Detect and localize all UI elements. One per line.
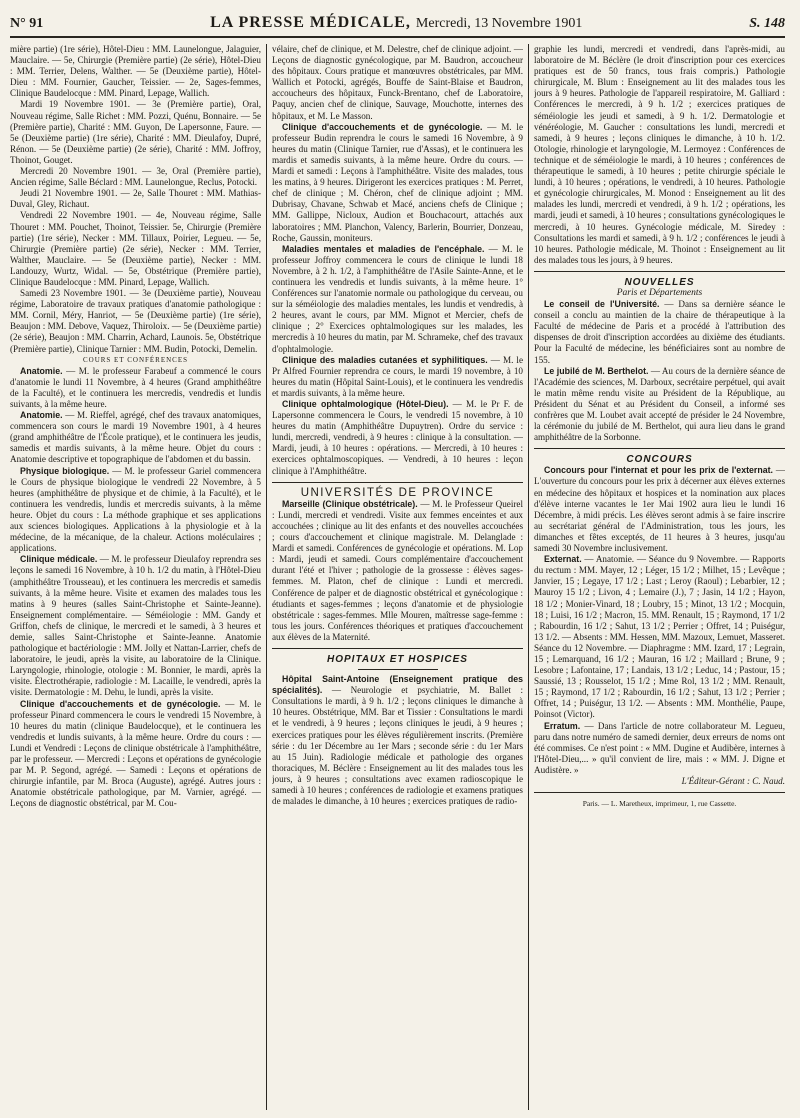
journal-title xyxy=(210,14,582,32)
page-header xyxy=(10,6,785,38)
column-rule xyxy=(266,44,267,1110)
paragraph-text: graphie les lundi, mercredi et vendredi, dans l'après-midi, au laboratoire de M. Béclère (le droit d'inscription pour ces exercices pratiques est de 50 francs, tous frais compris.) Pathologie chirurgicale, M. Blum : Enseignement au lit des malades tous les jours à 9 heures. Pathologie de l'appareil respiratoire, M. Galliard : Conférences le mercredi, à 9 h. 1/2 ; exercices pratiques de séméiologie les jeudi et samedi, à 9 h. 1/2. Dermatologie et vénéréologie, M. Gaucher : consultations les lundi, mercredi et samedi, à 9 heures ; leçons cliniques le dimanche, à 10 h. 1/2. Otologie, rhinologie et laryngologie, M. Lermoyez : Conférences de technique et de séméiologie le mardi, à 10 heures ; conférences de thérapeutique le samedi, à 10 heures ; petite chirurgie spéciale le lundi, à 10 heures ; opérations, le vendredi, à 10 heures. Pathologie et gynécologie chirurgicales, M. Monod : Enseignement au lit des malades les lundi, mercredi et vendredi, à 9 h. 1/2 ; opérations, les mardi, jeudi et samedi, à 10 heures ; consultations gynécologiques le mercredi, à 10 heures. Gynécologie médicale, M. Siredey : Consultations les mardi et samedi, à 9 h. 1/2 ; conférences le jeudi à 10 heures. Pathologie médicale, M. Thoinot : Enseignement au lit des malades tous les jours, à 9 heures. xyxy=(534,44,785,265)
paragraph-text: — Dans l'article de notre collaborateur M. Legueu, paru dans notre numéro de samedi dernier, deux erreurs de noms ont été commises. Ce n'est point : « MM. Dugine et Audibère, internes à l'Hôtel-Dieu,... » qu'il convient de lire, mais : « MM. J. Digne et Audistère. » xyxy=(534,720,785,775)
paragraph xyxy=(272,355,523,399)
paragraph xyxy=(272,399,523,477)
section-rule xyxy=(534,448,785,449)
paragraph: Vendredi 22 Novembre 1901. — 4e, Nouveau régime, Salle Thouret : MM. Pouchet, Thoinot, Teissier. 5e, Chirurgie (Première partie) (1re série), Necker : MM. Tillaux, Poirier, Legueu. — 5e, Chirurgie (Première partie) (2e série), Necker : MM. Terrier, Walther, Mauclaire. — 5e (Deuxième partie), Necker : MM. Landouzy, Wurtz, Widal. — 5e, Obstétrique (Première partie), Clinique Baudelocque : MM. Pinard, Lepage, Wallich. xyxy=(10,210,261,287)
paragraph-text: — M. le professeur Budin reprendra le cours le samedi 16 Novembre, à 9 heures du matin (Clinique Tarnier, rue d'Assas), et le continuera les mardis et samedis suivants, à la même heure. Ordre du cours. — Mardi et samedi : Leçons à l'amphithéâtre. Visite des malades, tous les matins, à 9 heures. Dirigeront les exercices pratiques : M. Perret, chef de clinique ; M. Chéron, chef de clinique adjoint ; MM. Dubrisay, Chavane, Schwab et Macé, anciens chefs de Clinique ; MM. Gallippe, Nicloux, Audion et Bouchacourt, attachés aux laboratoires ; MM. Planchon, Valency, Barlerin, Bourrier, Donzeau, Roche, Gaussin, moniteurs. xyxy=(272,121,523,243)
paragraph-lead: Clinique d'accouchements et de gynécologie. xyxy=(20,698,221,709)
section-rule xyxy=(358,669,438,670)
paragraph xyxy=(10,366,261,410)
paragraph-lead: Le conseil de l'Université. xyxy=(544,299,660,310)
paragraph-lead: Hôpital Saint-Antoine (Enseignement pratique des spécialités). xyxy=(272,674,523,696)
paragraph-lead: Clinique des maladies cutanées et syphilitiques. xyxy=(282,354,488,365)
paragraph-lead: Physique biologique. xyxy=(20,465,110,476)
paragraph-text: — M. le professeur Gariel commencera le Cours de physique biologique le vendredi 22 Novembre, à 5 heures (amphithéâtre de physique et de chimie, à la Faculté), et le continuera les vendredis, lundis et mercredis suivants, à la même heure. Objet du cours : La méthode graphique et ses applications aux sciences biologiques. Applications à la physiologie et à la médecine, de la mécanique, de la chaleur. Actions moléculaires ; applications. xyxy=(10,465,261,554)
paragraph-text: — M. le Pr F. de Lapersonne commencera le Cours, le vendredi 15 novembre, à 10 heures du matin (Amphithéâtre Dupuytren). Ordre du service : lundi, mercredi, vendredi, à 9 heures : clinique à la consultation. — Mardi, jeudi, à 10 heures : opérations. — Mercredi, à 10 heures : exercices ophtalmoscopiques. — Vendredi, à 10 heures : leçon clinique à l'Amphithéâtre. xyxy=(272,399,523,476)
issue-date: Mercredi, 13 Novembre 1901 xyxy=(415,16,583,31)
paragraph-text: vélaire, chef de clinique, et M. Delestre, chef de clinique adjoint. — Leçons de diagnostic gynécologique, par M. Baudron, accoucheur des hôpitaux. Cours pratique et manœuvres obstétricales, par MM. Wallich et Potocki, agrégés, Bouffe de Saint-Blaise et Baudron, accoucheurs des hôpitaux, Funck-Brentano, chef de Laboratoire, Paquy, ancien chef de clinique, Sauvage, Mouchotte, internes des hôpitaux, et M. Le Masson. xyxy=(272,44,523,121)
paragraph-text: — Neurologie et psychiatrie, M. Ballet : Consultations le mardi, à 9 h. 1/2 ; leçons cliniques le dimanche à 10 heures. Obstétrique, MM. Bar et Tissier : Consultations le mardi et le vendredi, à 9 heures ; leçons cliniques le jeudi, à 9 heures ; exercices pratiques pour les élèves régulièrement inscrits. (Première série : du 1er Décembre au 1er Mars ; seconde série : du 1er Mars au 15 Juin). Radiologie médicale et pathologie des organes thoraciques, M. Béclère : Enseignement au lit des malades tous les jours, à 9 heures ; consultations avec examen radioscopique le samedi à 10 heures ; conférences de radiologie et examens pratiques de malades le dimanche, à 10 heures ; exercices pratiques de radio- xyxy=(272,685,523,807)
journal-name: LA PRESSE MÉDICALE, xyxy=(210,14,411,31)
issue-number: N° 91 xyxy=(10,16,44,31)
section-subheading: Paris et Départements xyxy=(616,287,703,298)
paragraph xyxy=(10,410,261,465)
paragraph xyxy=(272,122,523,244)
section-rule xyxy=(272,482,523,483)
paragraph-text: — L'ouverture du concours pour les prix à décerner aux élèves externes en médecine des hôpitaux et hospices et la nomination aux places d'élève interne vacantes le 1er Mai 1902 aura lieu le lundi 16 Décembre, à midi précis. Les élèves seront admis à se faire inscrire au secrétariat général de l'Administration, tous les jours, les dimanches et fêtes exceptés, de 11 heures à 3 heures, jusqu'au samedi 30 Novembre inclusivement. xyxy=(534,465,785,554)
paragraph xyxy=(534,366,785,444)
column-rule xyxy=(528,44,529,1110)
paragraph-lead: Clinique médicale. xyxy=(20,554,98,565)
paragraph: Samedi 23 Novembre 1901. — 3e (Deuxième partie), Nouveau régime, Laboratoire de travaux pratiques d'anatomie pathologique : MM. Cornil, Méry, Hanriot, — 5e (Deuxième partie) (1re série), Beaujon : MM. Debove, Vaquez, Thiroloix. — 5e (Deuxième partie) (2e série), Beaujon : MM. Charrin, Achard, Launois. 5e, Obstétrique (Première partie), Clinique Tarnier : MM. Budin, Potocki, Demelin. xyxy=(10,288,261,354)
paragraph xyxy=(272,674,523,807)
paragraph-text: — M. le Pr Alfred Fournier reprendra ce cours, le mardi 19 novembre, à 10 heures du matin (Hôpital Saint-Louis), et le continuera les vendredis et mardis suivants, à la même heure. xyxy=(272,354,523,398)
paragraph-lead: Marseille (Clinique obstétricale). xyxy=(282,498,418,509)
column-2 xyxy=(272,44,523,1110)
section-rule xyxy=(272,648,523,649)
paragraph-text: — Anatomie. — Séance du 9 Novembre. — Rapports du rectum : MM. Mayer, 12 ; Léger, 15 1/2 ; Milhet, 15 ; Levêque ; Janvier, 15 ; Legaye, 17 1/2 ; Last ; Leroy (Raoul) ; Lebarbier, 12 ; Mauroy 15 1/2 ; Livon, 4 ; Lemaire (J.), 7 ; Jasin, 14 1/2 ; Hayon, 18 1/2 ; Monier-Vinard, 18 ; Loubry, 15 ; Minot, 13 1/2 ; Mocquin, 18 ; Luisi, 16 1/2 ; Macron, 15. MM. Renault, 15 ; Raymond, 17 1/2 ; Rabourdin, 16 1/2 ; Sahut, 13 1/2 ; Perrier ; Offret, 14 ; Puiségur, 13 1/2. — Absents : MM. Hessen, MM. Mazoux, Lemuet, Masseret. Séance du 12 Novembre. — Diaphragme : MM. Izard, 17 ; Legrain, 15 ; Lemarquand, 16 1/2 ; Mauran, 16 1/2 ; Maillard ; Brune, 9 ; Lesobre ; Lafontaine, 17 ; Landais, 13 1/2 ; Leduc, 14 ; Pastour, 15 ; Saussié, 13 ; Rousselot, 15 1/2 ; Mme Rol, 13 1/2 ; MM. Renault, 15 ; Raymond, 17 1/2 ; Rabourdin, 16 1/2 ; Sahut, 13 1/2 ; Perrier ; Offret, 14 ; Puiségur, 13 1/2. — Absents : MM. Monthélie, Paupe, Poinsot (Victor). xyxy=(534,554,785,720)
paragraph xyxy=(534,465,785,554)
paragraph-text: — M. le professeur Joffroy commencera le cours de clinique le lundi 18 Novembre, à 2 h. 1/2, à l'amphithéâtre de l'Asile Sainte-Anne, et le continuera les vendredis et lundis suivants, à la même heure. 1° Conférences sur l'anatomie normale ou pathologique du cerveau, ou sur la séméiologie des maladies mentales, les lundis et vendredis, à 2 heures, avant le cours, par MM. Mignot et Mercier, chefs de clinique ; 2° Exercices ophtalmologiques sur les malades, les mercredis à 10 heures du matin, par M. Schrameke, chef des travaux d'ophtalmologie. xyxy=(272,243,523,354)
column-3 xyxy=(534,44,785,1110)
section-rule xyxy=(534,271,785,272)
paragraph-text: — Dans sa dernière séance le conseil a conclu au maintien de la chaire de thérapeutique à la Faculté de médecine de Paris et a procédé à l'attribution des dispenses de droit d'inscription accordées au dixième des étudiants. Pour la Faculté de médecine, les bénéficiaires sont au nombre de 155. xyxy=(534,299,785,365)
paragraph-lead: Le jubilé de M. Berthelot. xyxy=(544,365,649,376)
paragraph-text: — M. le professeur Dieulafoy reprendra ses leçons le samedi 16 Novembre, à 10 h. 1/2 du matin, à l'Hôtel-Dieu (amphithéâtre Trousseau), et les continuera les mercredis et samedis suivants, à la même heure. Visite et examen des malades tous les matins à 9 heures (salles Saint-Christophe et Sainte-Jeanne). Enseignement complémentaire. — Séméiologie : MM. Gandy et Griffon, chefs de clinique, le mercredi et le samedi, à 3 heures et demie, salles Saint-Christophe et Sainte-Jeanne. Anatomie pathologique et bactériologie : MM. Jolly et Nattan-Larrier, chefs de laboratoire, le jeudi, après la visite, au laboratoire de la Clinique. Laryngologie, rhinologie, otologie : M. Bonnier, le mardi, après la visite. Électrothérapie, radiologie : M. Lacaille, le vendredi, après la visite. Dermatologie : M. Dehu, le lundi, après la visite. xyxy=(10,554,261,698)
paragraph xyxy=(534,299,785,366)
paragraph xyxy=(272,244,523,355)
paragraph-lead: Externat. xyxy=(544,554,582,565)
paragraph xyxy=(534,554,785,720)
paragraph-text: — M. Rieffel, agrégé, chef des travaux anatomiques, commencera son cours le mardi 19 Novembre 1901, à 4 heures (grand amphithéâtre de l'École pratique), et le continuera les jeudis, samedis et mardis suivants, à la même heure. Objet du cours : Anatomie descriptive et topographique de l'abdomen et du bassin. xyxy=(10,410,261,465)
printer-line: Paris. — L. Maretheux, imprimeur, 1, rue Cassette. xyxy=(582,799,737,809)
columns xyxy=(10,44,785,1110)
paragraph xyxy=(534,721,785,776)
paragraph-lead: Erratum. xyxy=(544,720,581,731)
paragraph-lead: Clinique d'accouchements et de gynécologie. xyxy=(282,121,483,132)
paragraph-lead: Maladies mentales et maladies de l'encéphale. xyxy=(282,243,485,254)
paragraph: Mercredi 20 Novembre 1901. — 3e, Oral (Première partie), Ancien régime, Salle Béclard : MM. Launelongue, Reclus, Potocki. xyxy=(10,166,261,188)
paragraph-lead: Clinique ophtalmologique (Hôtel-Dieu). xyxy=(282,399,449,409)
paragraph: Jeudi 21 Novembre 1901. — 2e, Salle Thouret : MM. Mathias-Duval, Gley, Richaut. xyxy=(10,188,261,210)
paragraph-lead: Concours pour l'internat et pour les prix de l'externat. xyxy=(544,465,773,476)
section-heading-universites: UNIVERSITÉS DE PROVINCE xyxy=(300,486,495,499)
paragraph xyxy=(534,44,785,266)
section-rule xyxy=(534,792,785,793)
paragraph-lead: Anatomie. xyxy=(20,365,63,376)
section-heading-cours: COURS ET CONFÉRENCES xyxy=(82,355,189,364)
section-heading-concours: CONCOURS xyxy=(626,454,693,466)
paragraph xyxy=(272,44,523,122)
paragraph xyxy=(272,499,523,643)
paragraph: mière partie) (1re série), Hôtel-Dieu : MM. Launelongue, Jalaguier, Mauclaire. — 5e, Chirurgie (Première partie) (2e série), Hôtel-Dieu : MM. Terrier, Delens, Walther. — 5e (Deuxième partie), Hôtel-Dieu : MM. Fournier, Gaucher, Teissier. — 2e, Sages-femmes, Clinique Baudelocque : MM. Pinard, Lepage, Wallich. xyxy=(10,44,261,99)
section-heading-hopitaux: HOPITAUX ET HOSPICES xyxy=(327,653,468,665)
paragraph-text: — M. le Professeur Queirel : Lundi, mercredi et vendredi. Visite aux femmes enceintes et aux accouchées ; clinique au lit des enfants et des nouvelles accouchées ; cours d'accouchement et clinique magistrale. M. Delanglade : Mardi et samedi. Conférences de gynécologie et opérations. M. Lop : Mardi, jeudi et samedi. Cours complémentaire d'accouchement durant l'été et l'hiver ; pathologie de la grossesse : élèves sages-femmes. M. Platon, chef de clinique : Lundi et mercredi. Conférence de palper et de diagnostic obstétrical et gynécologique : étudiants et sages-femmes ; leçons d'anatomie et de physiologie obstétricale : sages-femmes. Mlle Mouren, maîtresse sage-femme : tous les jours. Conférences théoriques et pratiques d'accouchement aux élèves de la Maternité. xyxy=(272,498,523,642)
page-number: S. 148 xyxy=(749,16,785,31)
paragraph-lead: Anatomie. xyxy=(20,410,63,421)
section-heading-nouvelles: NOUVELLES xyxy=(624,276,695,288)
paragraph-text: — M. le professeur Pinard commencera le cours le vendredi 15 Novembre, à 10 heures du matin (clinique Baudelocque), et le continuera les vendredis et lundis suivants, à la même heure. Ordre du cours : — Lundi et Vendredi : Leçons de clinique obstétricale à l'amphithéâtre, par le professeur. — Mercredi : Leçons et opérations de gynécologie par M. P. Segond, agrégé. — Samedi : Leçons et opérations de chirurgie infantile, par M. Broca (Auguste), agrégé. Autres jours : Anatomie obstétricale pathologique, par M. Varnier, agrégé. — Leçons de diagnostic obstétrical, par M. Cou- xyxy=(10,698,261,809)
paragraph: Mardi 19 Novembre 1901. — 3e (Première partie), Oral, Nouveau régime, Salle Richet : MM. Pozzi, Quénu, Bonnaire. — 5e (Première partie), Charité : MM. Guyon, De Lapersonne, Faure. — 5e (Deuxième partie) (1re série), Charité : MM. Dieulafoy, Dupré, Rénon. — 5e (Deuxième partie) (2e série), Charité : MM. Joffroy, Thoinot, Gouget. xyxy=(10,99,261,165)
paragraph xyxy=(10,466,261,555)
paragraph xyxy=(10,554,261,698)
paragraph xyxy=(10,699,261,810)
column-1 xyxy=(10,44,261,1110)
paragraph-text: — M. le professeur Farabeuf a commencé le cours d'anatomie le lundi 11 Novembre, à 4 heures (Grand amphithéâtre de la Faculté), et le continuera les mercredis, vendredis et lundis suivants, à la même heure. xyxy=(10,365,261,409)
editor-signature: L'Éditeur-Gérant : C. Naud. xyxy=(681,776,785,786)
newspaper-page xyxy=(10,0,785,1118)
paragraph-text: — Au cours de la dernière séance de l'Académie des sciences, M. Darboux, secrétaire perpétuel, qui avait le matin même rendu visite au Président de la République, au Président du Sénat et au Président du Conseil, a informé ses confrères que M. Loubet avait accepté de présider le 24 Novembre, la cérémonie du jubilé de M. Berthelot, qui aura lieu dans le grand amphithéâtre de la Sorbonne. xyxy=(534,365,785,443)
